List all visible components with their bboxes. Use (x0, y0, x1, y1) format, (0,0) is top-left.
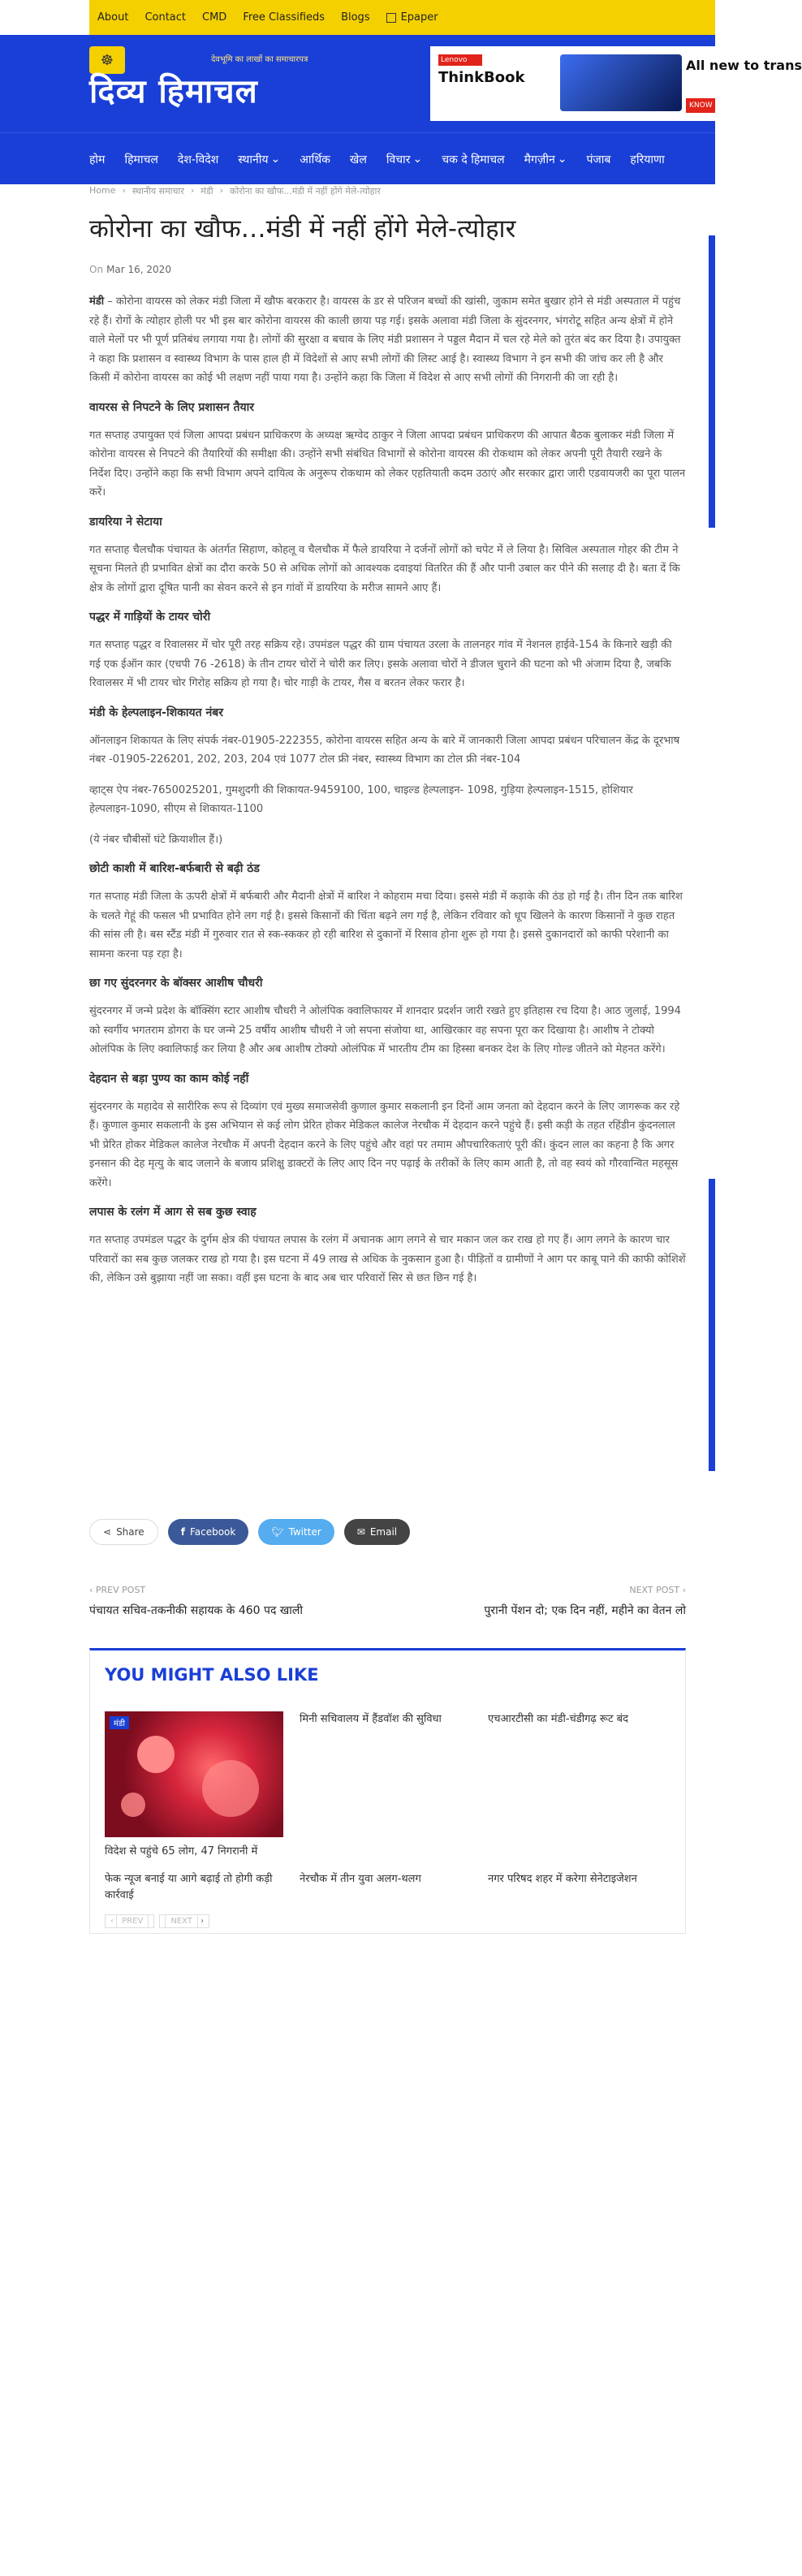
chevron-right-icon: › (679, 1585, 686, 1595)
facebook-icon: f (180, 1526, 185, 1538)
related-posts (89, 1648, 686, 1934)
site-header (0, 35, 802, 132)
next-post-label (629, 1585, 686, 1595)
top-link-classifieds[interactable]: Free Classifieds (243, 11, 326, 24)
chevron-left-icon: ‹ (89, 1585, 96, 1595)
chevron-down-icon: ⌄ (557, 153, 567, 166)
email-label: Email (369, 1526, 398, 1538)
twitter-icon: 🐦︎ (271, 1526, 284, 1538)
nav-item-sports[interactable]: खेल (349, 153, 367, 166)
nav-item-haryana[interactable]: हरियाणा (630, 153, 665, 166)
article-body (89, 292, 686, 1300)
email-share-button[interactable] (344, 1519, 410, 1545)
twitter-share-button[interactable] (258, 1519, 334, 1545)
nav-item-chak-de[interactable]: चक दे हिमाचल (442, 153, 505, 166)
pager-next-label: NEXT (165, 1914, 198, 1928)
nav-item-home[interactable]: होम (89, 153, 106, 166)
header-ad-banner[interactable] (430, 46, 802, 121)
chevron-down-icon: ⌄ (412, 153, 423, 166)
logo-tagline: देवभूमि का लाखों का समाचारपत्र (211, 55, 308, 64)
top-link-contact[interactable]: Contact (144, 11, 187, 24)
pager-next-button[interactable]: NEXT › (159, 1914, 209, 1928)
next-post-label-text: NEXT POST (629, 1585, 680, 1595)
nav-item-desh-videsh[interactable]: देश-विदेश (177, 153, 219, 166)
nav-item-opinion[interactable] (386, 152, 422, 167)
facebook-share-button[interactable] (168, 1519, 249, 1545)
section-paragraph: गत सप्ताह उपायुक्त एवं जिला आपदा प्रबंधन प्राधिकरण के अध्यक्ष ऋग्वेद ठाकुर ने जिला आपदा प्रबंधन प्राधिकरण की आपात बैठक बुलाकर मंडी जिला में कोरोना वायरस से निपटने की तैयारियों की समीक्षा की। उन्होंने सभी संबंधित विभागों से कोरोना वायरस की रोकथाम को लेकर अपनी पूरी तैयारी रखने के निर्देश दिए। उन्होंने कहा कि सभी विभाग अपने दायित्व के अनुरूप रोकथाम को लेकर एहतियाती कदम उठाएं और सरकार द्वारा जारी एडवायजरी का पूरा पालन करें। (89, 429, 686, 498)
breadcrumb-separator: › (190, 185, 195, 196)
section-heading: छोटी काशी में बारिश-बर्फबारी से बढ़ी ठंड (89, 862, 260, 875)
ad-laptop-image (560, 54, 682, 111)
breadcrumb-current: कोरोना का खौफ...मंडी में नहीं होंगे मेले-त्योहार (229, 186, 381, 196)
nav-item-magazine[interactable] (524, 152, 567, 167)
nav-item-opinion-label: विचार (386, 153, 411, 166)
logo-emblem-icon: ☸ (89, 46, 125, 74)
section-heading: लपास के रलंग में आग से सब कुछ स्वाह (89, 1206, 257, 1219)
side-ad-edge (709, 1179, 715, 1471)
page-title: कोरोना का खौफ…मंडी में नहीं होंगे मेले-त्योहार (89, 214, 516, 244)
related-item[interactable]: एचआरटीसी का मंडी-चंडीगढ़ रूट बंद (488, 1713, 628, 1725)
share-label: Share (116, 1526, 144, 1538)
section-heading: वायरस से निपटने के लिए प्रशासन तैयार (89, 400, 255, 414)
share-button[interactable] (89, 1519, 158, 1545)
top-bar (0, 0, 715, 35)
nav-item-local[interactable] (238, 152, 280, 167)
related-thumbnail[interactable] (105, 1711, 283, 1837)
epaper-icon (386, 13, 396, 23)
top-link-epaper-label: Epaper (400, 11, 438, 24)
ad-cta-text: All new to trans (686, 58, 802, 73)
virus-graphic (202, 1760, 259, 1817)
email-icon: ✉ (356, 1526, 365, 1538)
section-paragraph: गत सप्ताह उपमंडल पद्धर के दुर्गम क्षेत्र की पंचायत लपास के रलंग में अचानक आग लगने से चार मकान जल कर राख हो गए हैं। आग लगने के कारण चार परिवारों का सब कुछ जलकर राख हो गया है। इस घटना में 49 लाख से अधिक के नुकसान हुआ है। पीड़ितों व ग्रामीणों ने आग पर काबू पाने की काफी कोशिशें की, लेकिन उसे बुझाया नहीं जा सका। वहीं इस घटना के बाद अब चार परिवारों सिर से छत छिन गई है। (89, 1234, 686, 1284)
section-paragraph: व्हाट्स ऐप नंबर-7650025201, गुमशुदगी की शिकायत-9459100, 100, चाइल्ड हेल्पलाइन- 1098, गुड़िया हेल्पलाइन-1515, होशियार हेल्पलाइन-1090, सीएम से शिकायत-1100 (89, 783, 633, 815)
breadcrumb-mandi[interactable]: मंडी (200, 186, 213, 196)
prev-post-label (89, 1585, 145, 1595)
section-paragraph: सुंदरनगर के महादेव से सारीरिक रूप से दिव्यांग एवं मुख्य समाजसेवी कुणाल कुमार सकलानी इन दिनों आम जनता को देहदान करने के लिए जागरूक कर रहे हैं। कुणाल कुमार सकलानी के इस अभियान से कई लोग प्रेरित होकर मेडिकल कालेज नेरचौक में देहदान करने पहुंचे हैं। इसी कड़ी के तहत रहिंडीन कुंदनलाल भी प्रेरित होकर मेडिकल कालेज नेरचौक में अपनी देहदान करने के लिए पहुंचे और वहां पर तमाम औपचारिकताएं पूरी कीं। कुंदन लाल का कहना है कि अगर इनसान की देह मृत्यु के बाद जलाने के बजाय प्रशिक्षु डाक्टरों के लिए आए दिन नए पढ़ाई के तरीकों के लिए काम आती है, तो वह स्वयं को गौरवान्वित महसूस करेंगे। (89, 1100, 680, 1189)
prev-post-label-text: PREV POST (95, 1585, 146, 1595)
twitter-label: Twitter (288, 1526, 321, 1538)
top-links-bar (89, 0, 715, 35)
section-heading: छा गए सुंदरनगर के बॉक्सर आशीष चौधरी (89, 977, 263, 990)
top-link-cmd[interactable]: CMD (202, 11, 227, 24)
virus-graphic (137, 1736, 175, 1773)
breadcrumb-home[interactable]: Home (89, 185, 116, 196)
section-paragraph: (ये नंबर चौबीसों घंटे क्रियाशील हैं।) (89, 833, 223, 846)
related-item[interactable]: नेरचौक में तीन युवा अलग-थलग (300, 1873, 421, 1885)
top-link-about[interactable]: About (97, 11, 129, 24)
post-navigation (89, 1585, 686, 1633)
chevron-down-icon: ⌄ (270, 153, 281, 166)
breadcrumb-separator: › (219, 185, 223, 196)
section-heading: पद्धर में गाड़ियों के टायर चोरी (89, 611, 211, 624)
nav-item-economy[interactable]: आर्थिक (300, 153, 330, 166)
section-paragraph: सुंदरनगर में जन्मे प्रदेश के बॉक्सिंग स्टार आशीष चौधरी ने ओलंपिक क्वालिफायर में शानदार प्रदर्शन जारी रखते हुए इतिहास रच दिया है। आठ जुलाई, 1994 को स्वर्गीय भगतराम डोगरा के घर जन्मे 25 वर्षीय आशीष चौधरी ने जो सपना संजोया था, आखिरकार वह सपना पूरा कर दिखाया है। आशीष ने टोक्यो ओलंपिक के लिए क्वालिफाई कर लिया है और अब आशीष टोक्यो ओलंपिक में भारतीय टीम का हिस्सा बनकर देश के लिए गोल्ड जीतने को मेहनत करेंगे। (89, 1005, 681, 1055)
side-ad-edge (709, 235, 715, 528)
nav-item-local-label: स्थानीय (238, 153, 269, 166)
related-category-tag: मंडी (110, 1716, 129, 1729)
section-paragraph: गत सप्ताह पद्धर व रिवालसर में चोर पूरी तरह सक्रिय रहे। उपमंडल पद्धर की ग्राम पंचायत उरला के तालनहर गांव में नेशनल हाईवे-154 के किनारे खड़ी की गई एक ईऑन कार (एचपी 76 -2618) के तीन टायर चोरों ने चोरी कर लिए। इसके अलावा चोरों ने डीजल चुराने की घटना को भी अंजाम दिया है, जबकि रिवालसर में भी टायर चोर गिरोह सक्रिय हो गया है। चोर गाड़ी के टायर, गैस व बरतन लेकर फरार है। (89, 639, 672, 689)
related-item[interactable]: नगर परिषद शहर में करेगा सेनेटाइजेशन (488, 1873, 637, 1885)
post-date-value: Mar 16, 2020 (106, 264, 171, 275)
related-item[interactable]: फेक न्यूज बनाई या आगे बढ़ाई तो होगी कड़ी कार्रवाई (105, 1873, 273, 1901)
pager-prev-button[interactable]: ‹ PREV (105, 1914, 154, 1928)
section-paragraph: गत सप्ताह मंडी जिला के ऊपरी क्षेत्रों में बर्फबारी और मैदानी क्षेत्रों में बारिश ने कोहराम मचा दिया। इससे मंडी में कड़ाके की ठंड हो गई है। तीन दिन तक बारिश के चलते गेहूं की फसल भी प्रभावित होने लग गई है। इससे किसानों की चिंता बढ़ने लग गई है, लेकिन रविवार को धूप खिलने के कारण किसानों ने कुछ राहत की सांस ली है। बस स्टैंड मंडी में गुरुवार रात से स्क-स्ककर हो रही बारिश से दुकानों में रिसाव होना शुरू हो गया है। इससे दुकानदारों को काफी परेशानी का सामना करना पड़ रहा है। (89, 891, 683, 960)
main-nav-list (89, 133, 684, 185)
next-post-link[interactable]: पुरानी पेंशन दो; एक दिन नहीं, महीने का वेतन लो (484, 1604, 686, 1617)
prev-post-link[interactable]: पंचायत सचिव-तकनीकी सहायक के 460 पद खाली (89, 1604, 304, 1617)
article-dateline: मंडी (89, 296, 105, 308)
facebook-label: Facebook (189, 1526, 236, 1538)
post-date-prefix: On (89, 264, 104, 275)
virus-graphic (121, 1793, 145, 1817)
ad-product: ThinkBook (438, 69, 525, 86)
nav-item-magazine-label: मैगज़ीन (524, 153, 555, 166)
breadcrumb (89, 185, 381, 197)
top-link-blogs[interactable]: Blogs (341, 11, 370, 24)
article-intro-text: – कोरोना वायरस को लेकर मंडी जिला में खौफ बरकरार है। वायरस के डर से परिजन बच्चों की खांसी, जुकाम समेत बुखार होने से मंडी अस्पताल में पहुंच रहे हैं। रोगों के त्योहार होली पर भी इस बार कोरोना वायरस की काली छाया पड़ गई। इसके अलावा मंडी जिला के सुंदरनगर, भंगरोटू सहित अन्य क्षेत्रों में होने वाले मेलों पर भी पूर्ण प्रतिबंध लगाया गया है। लोगों की सुरक्षा व बचाव के लिए मंडी प्रशासन ने पड्डल मैदान में चल रहे मेले को तुरंत बंद कर दिया है। उपायुक्त ने कहा कि प्रशासन व स्वास्थ्य विभाग के पास हाल ही में विदेशों से आए सभी लोगों की लिस्ट आई है। स्वास्थ्य विभाग ने इन सभी की जांच कर ली है और किसी में कोरोना वायरस का कोई भी लक्षण नहीं पाया गया है। उन्होंने कहा कि जिला में विदेश से आए सभी लोगों की निगरानी की जा रही है। (89, 296, 681, 384)
section-paragraph: गत सप्ताह चैलचौक पंचायत के अंतर्गत सिहाण, कोहलू व चैलचौक में फैले डायरिया ने दर्जनों लोगों को चपेट में ले लिया है। सिविल अस्पताल गोहर की टीम ने सूचना मिलते ही प्रभावित क्षेत्रों का दौरा करके 50 से अधिक लोगों को आवश्यक दवाइयां वितरित की हैं और पानी उबाल कर पीने की सलाह दी है। बता दें कि क्षेत्र के लोगों द्वारा दूषित पानी का सेवन करने से इन गांवों में डायरिया के मरीज सामने आए हैं। (89, 543, 680, 594)
section-paragraph: ऑनलाइन शिकायत के लिए संपर्क नंबर-01905-222355, कोरोना वायरस सहित अन्य के बारे में जानकारी जिला आपदा प्रबंधन परिचालन केंद्र के दूरभाष नंबर -01905-226201, 202, 203, 204 एवं 1077 टोल फ्री नंबर, स्वास्थ्य विभाग का टोल फ्री नंबर-104 (89, 734, 680, 766)
related-item[interactable]: मिनी सचिवालय में हैंडवॉश की सुविधा (300, 1713, 442, 1725)
main-nav (0, 132, 715, 184)
section-heading: मंडी के हेल्पलाइन-शिकायत नंबर (89, 705, 223, 719)
share-icon: ⋖ (103, 1526, 112, 1538)
site-logo[interactable] (89, 45, 382, 124)
section-heading: डायरिया ने सेटाया (89, 515, 162, 529)
share-bar (89, 1519, 410, 1545)
article-intro (89, 292, 686, 388)
section-heading: देहदान से बड़ा पुण्य का काम कोई नहीं (89, 1072, 249, 1085)
pager-prev-label: PREV (116, 1914, 149, 1928)
nav-item-himachal[interactable]: हिमाचल (124, 153, 158, 166)
related-pager (105, 1914, 209, 1928)
breadcrumb-separator: › (122, 185, 126, 196)
related-title: YOU MIGHT ALSO LIKE (105, 1665, 319, 1685)
breadcrumb-local[interactable]: स्थानीय समाचार (132, 186, 184, 196)
post-date (89, 264, 171, 275)
ad-brand: Lenovo (438, 54, 482, 66)
nav-item-punjab[interactable]: पंजाब (586, 153, 611, 166)
top-link-epaper[interactable] (386, 11, 438, 24)
logo-text: दिव्य हिमाचल (89, 72, 258, 110)
ad-know-more-button[interactable]: KNOW (686, 98, 715, 113)
related-item[interactable]: विदेश से पहुंचे 65 लोग, 47 निगरानी में (105, 1845, 258, 1858)
